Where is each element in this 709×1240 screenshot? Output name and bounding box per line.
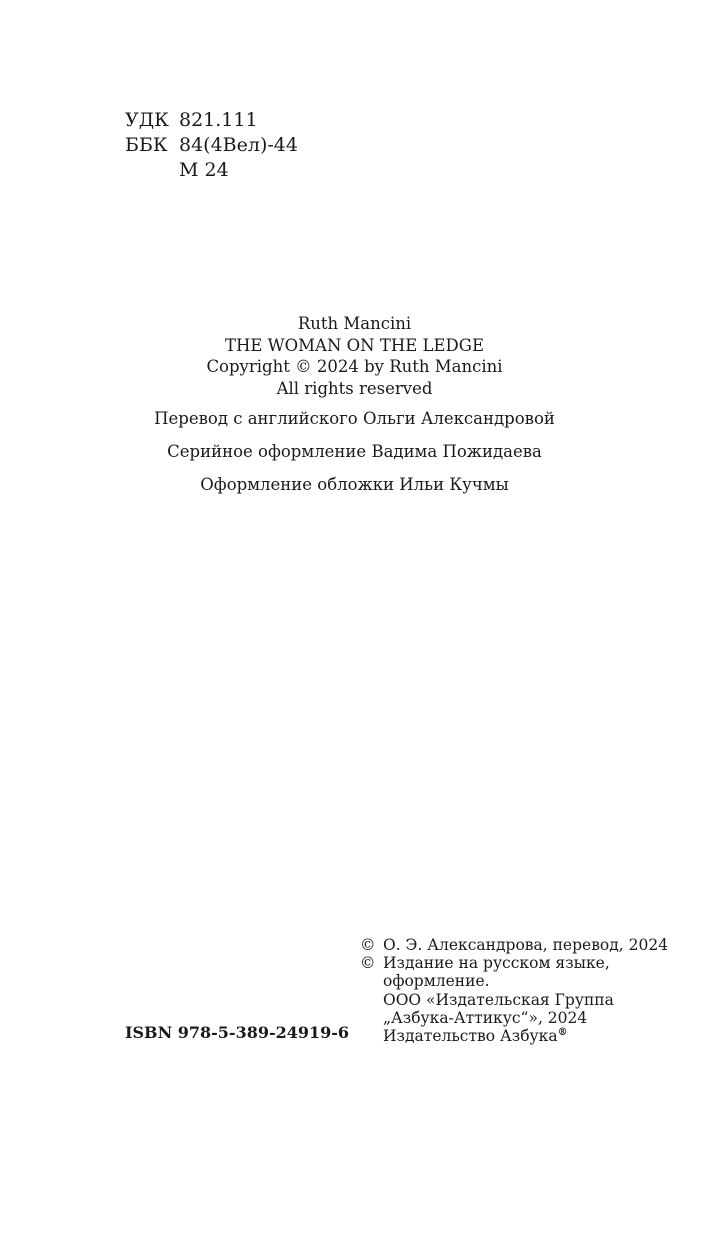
copyright-line: оформление. [383,972,490,991]
author-mark-row [125,158,298,183]
copyright-line: ООО «Издательская Группа [383,990,614,1009]
original-copyright: Copyright © 2024 by Ruth Mancini [206,357,503,376]
udk-value: 821.111 [179,109,258,131]
original-edition-block [0,313,709,399]
udk-row [125,108,298,133]
isbn: ISBN 978-5-389-24919-6 [125,1023,350,1042]
publisher-name: Издательство Азбука [383,1027,558,1046]
classification-block [125,108,298,183]
udk-label: УДК [125,109,169,131]
original-rights: All rights reserved [276,378,433,398]
bbk-value: 84(4Вел)-44 [179,134,298,156]
copyright-translation [360,936,668,954]
series-design-credit: Серийное оформление Вадима Пожидаева [167,442,542,461]
copyright-line: Издание на русском языке, [383,954,610,973]
copyright-symbol: © [360,954,376,973]
original-author: Ruth Mancini [297,314,412,333]
copyright-notices [360,936,668,1045]
original-title: THE WOMAN ON THE LEDGE [224,335,484,355]
copyright-lines [383,936,668,954]
bbk-row [125,133,298,158]
author-mark: М 24 [179,159,229,181]
cover-design-credit: Оформление обложки Ильи Кучмы [200,475,509,494]
registered-mark: ® [557,1026,568,1038]
author-mark-spacer [125,158,179,183]
copyright-line: „Азбука-Аттикус“», 2024 [383,1008,588,1027]
copyright-line: О. Э. Александрова, перевод, 2024 [383,936,669,954]
credits-block [0,313,709,496]
copyright-symbol: © [360,936,376,954]
bbk-label: ББК [125,134,168,156]
copyright-line-publisher [383,1027,614,1045]
translator-credit: Перевод с английского Ольги Александровой [154,409,555,428]
copyright-lines [383,954,614,1045]
copyright-edition [360,954,668,1045]
